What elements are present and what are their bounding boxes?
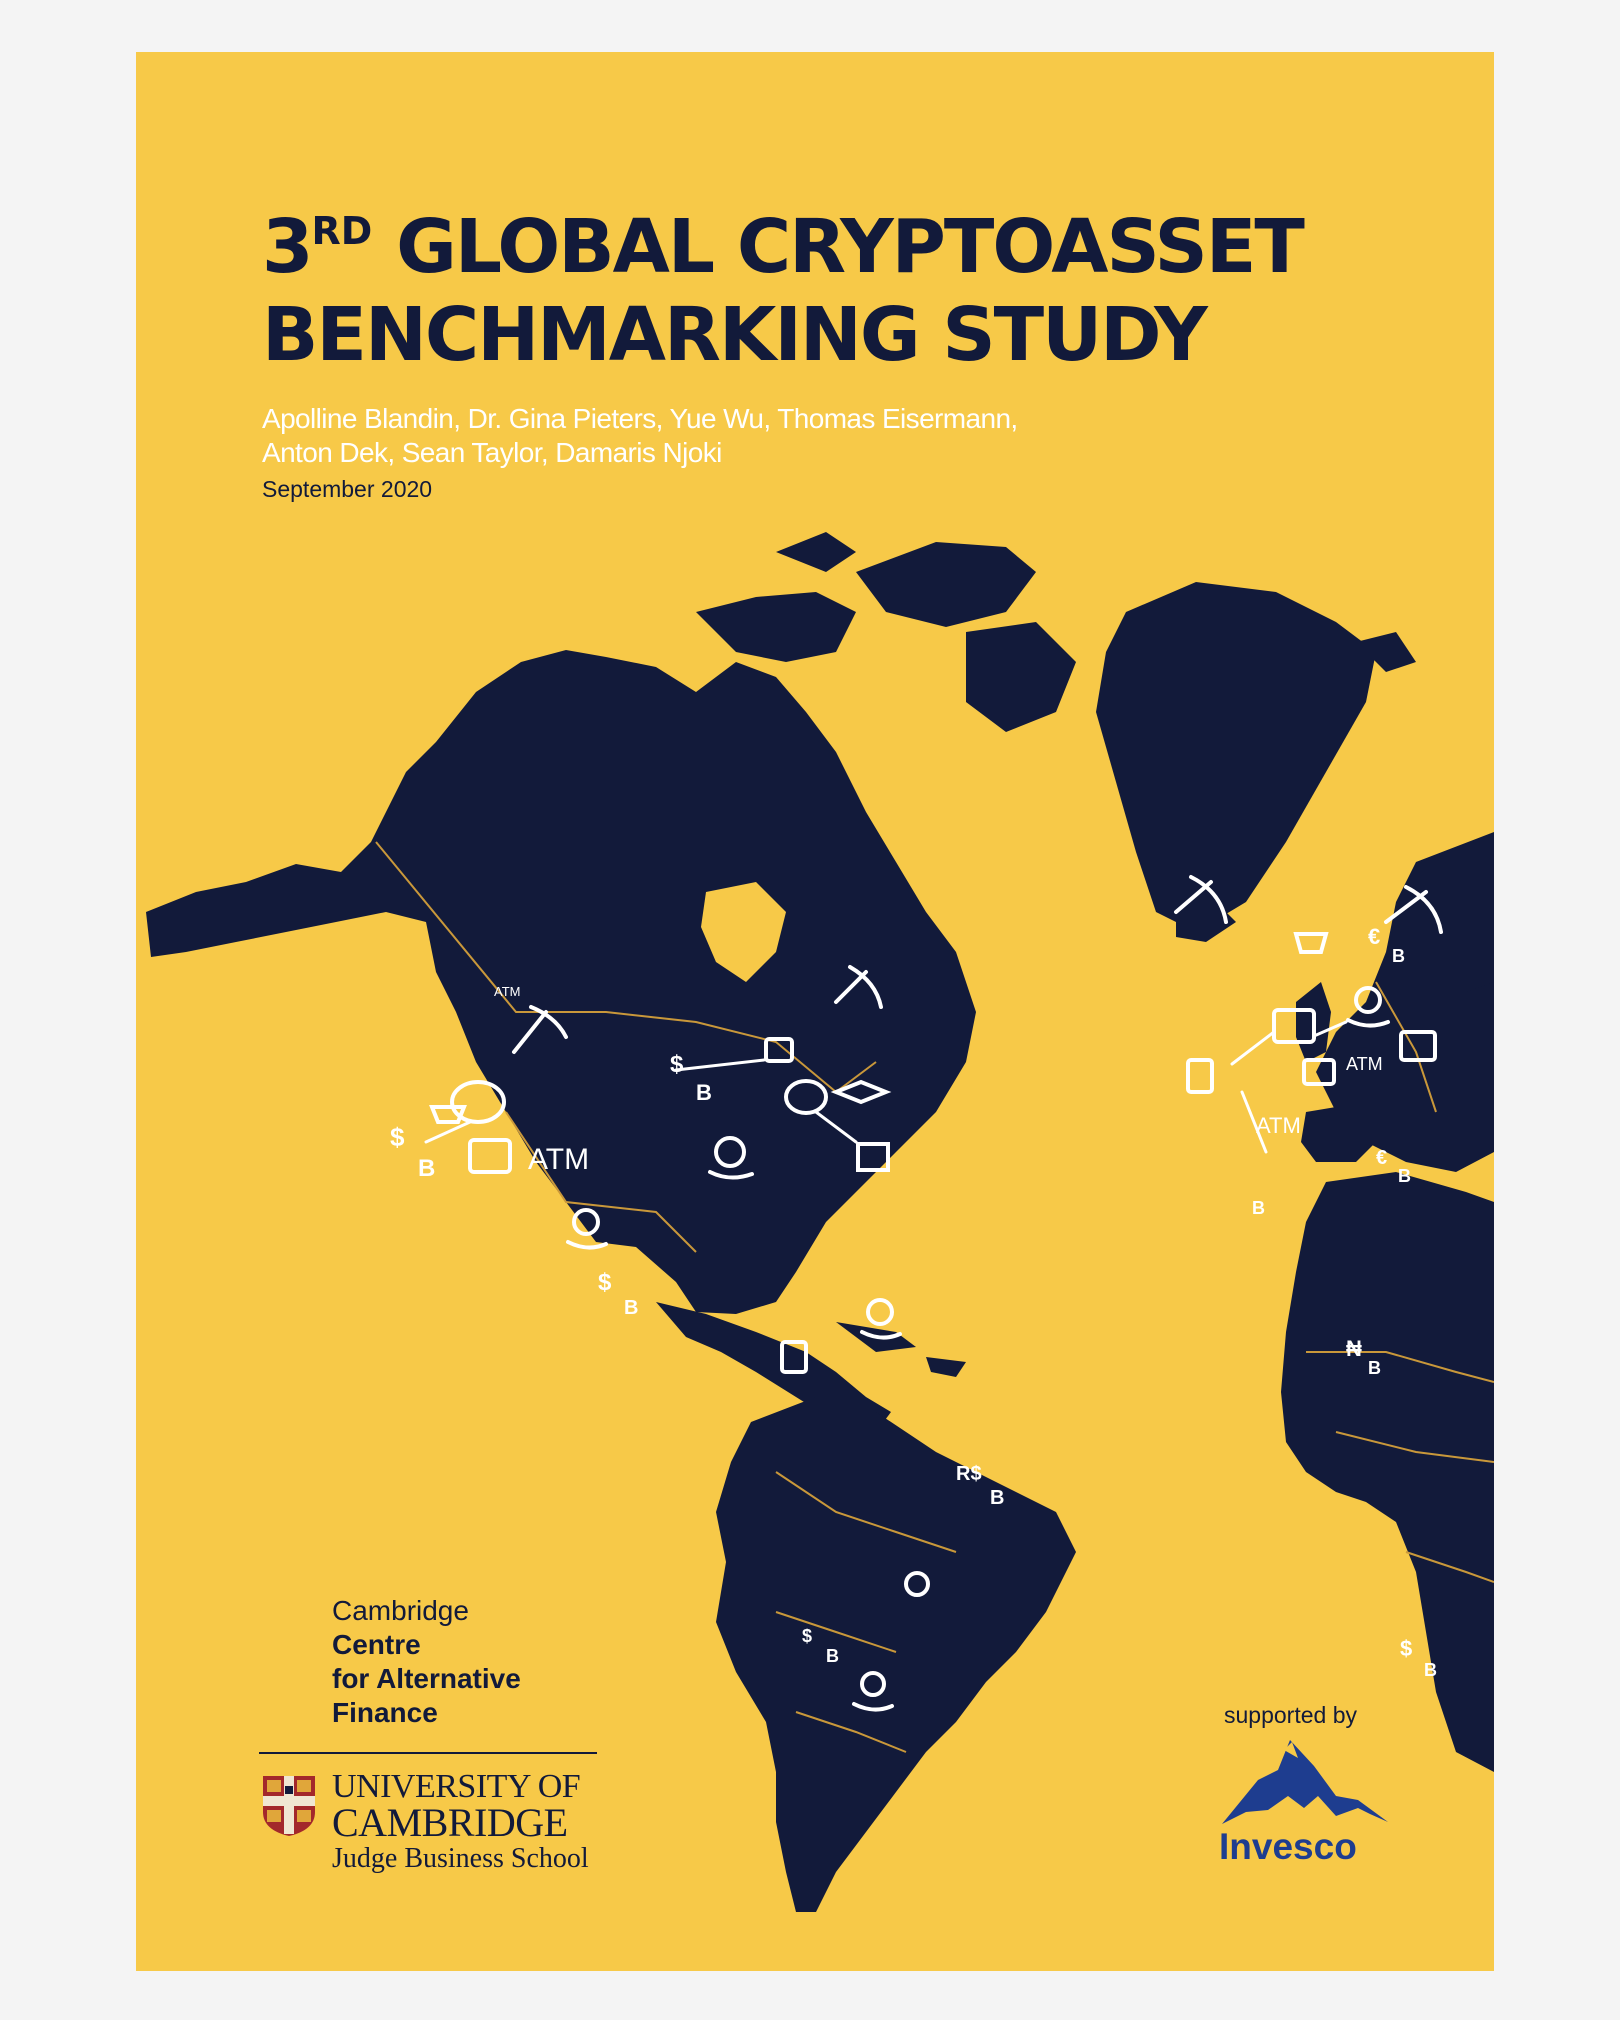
real-symbol-brazil: R$ [956,1463,982,1485]
atm-europe-label: ATM [1346,1054,1383,1074]
university-wordmark [332,1770,589,1876]
report-cover [136,52,1494,1971]
bitcoin-symbol-chile: B [826,1646,839,1666]
ccaf-line-1: Cambridge [332,1595,469,1626]
euro-symbol-italy: € [1376,1147,1388,1169]
ccaf-line-2: Centre [332,1629,421,1660]
supported-by-label: supported by [1224,1702,1357,1728]
publication-date: September 2020 [262,476,433,502]
basket-icon-europe [1296,934,1326,952]
sponsor-name: Invesco [1219,1826,1357,1867]
atm-small-label: ATM [494,984,521,999]
university-line-2: CAMBRIDGE [332,1800,568,1845]
south-america [716,1397,1076,1912]
university-line-1: UNIVERSITY OF [332,1768,581,1805]
title-ordinal-suffix: RD [311,209,373,253]
bitcoin-symbol-brazil: B [990,1487,1005,1509]
naira-symbol-nigeria: ₦ [1346,1336,1362,1361]
basket-icon [432,1107,464,1122]
bitcoin-symbol-west: B [418,1155,436,1182]
dollar-symbol-chile: $ [802,1626,813,1646]
bitcoin-symbol-east: B [696,1080,712,1105]
atm-spain-label: ATM [1256,1113,1301,1138]
atm-large-label: ATM [528,1143,590,1176]
dollar-symbol-guatemala: $ [598,1269,612,1296]
arctic-islands [696,592,856,662]
logo-divider [259,1752,597,1754]
bitcoin-symbol-nigeria: B [1368,1358,1381,1378]
bitcoin-symbol-guatemala: B [624,1297,639,1319]
dollar-symbol-east: $ [670,1051,684,1078]
title-line-2: BENCHMARKING STUDY [262,292,1206,378]
dollar-symbol-west: $ [390,1122,405,1152]
ccaf-logo [332,1594,521,1730]
report-title [262,187,1303,379]
bitcoin-coin-icon-caribbean [868,1300,892,1324]
dollar-symbol-south-africa: $ [1400,1636,1413,1661]
ccaf-line-3: for Alternative [332,1663,521,1694]
author-line-2: Anton Dek, Sean Taylor, Damaris Njoki [262,437,722,468]
title-ordinal: 3 [262,204,312,290]
greenland [1096,582,1376,932]
author-line-1: Apolline Blandin, Dr. Gina Pieters, Yue Wu, Thomas Eisermann, [262,403,1018,434]
bitcoin-symbol-south-africa: B [1424,1660,1437,1680]
bitcoin-symbol-europe: B [1392,946,1405,966]
bitcoin-symbol-italy: B [1398,1166,1411,1186]
euro-symbol-europe: € [1368,924,1381,949]
ccaf-line-4: Finance [332,1697,438,1728]
author-list [262,402,1018,470]
title-line-1: GLOBAL CRYPTOASSET [372,204,1303,290]
wallet-icon [470,1140,510,1172]
africa [1281,1172,1494,1772]
cards-icon [1188,1060,1212,1092]
bitcoin-symbol-morocco: B [1252,1198,1265,1218]
north-america-landmass [146,650,976,1314]
university-crest-icon [261,1774,317,1838]
university-line-3: Judge Business School [332,1843,589,1874]
